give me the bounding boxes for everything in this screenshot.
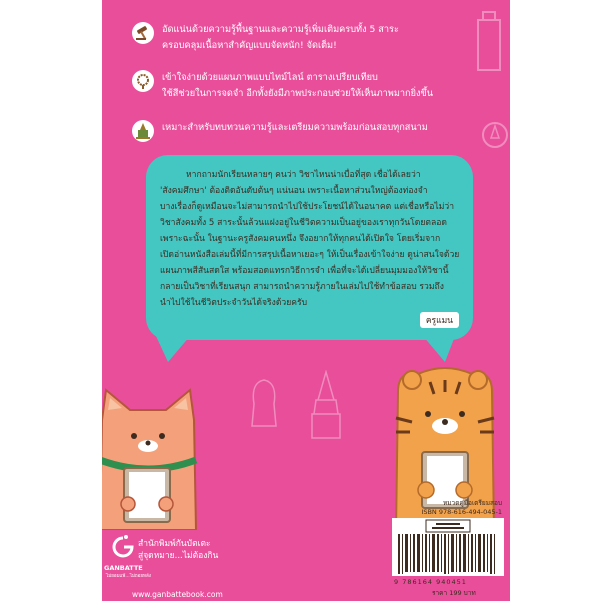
feature-item-2: [132, 70, 502, 102]
bubble-tail-left: [156, 336, 190, 362]
feature-1-line-2: ครอบคลุมเนื้อหาสำคัญแบบจัดหนัก! จัดเต็ม!: [162, 40, 337, 51]
barcode-digits: 9 786164 940451: [394, 578, 467, 586]
isbn-text: ISBN 978-616-494-045-1: [421, 508, 502, 516]
intro-line: แผนภาพสีสันสดใส พร้อมสอดแทรกวิธีการจำ เพื่อที่จะได้เปลี่ยนมุมมองให้วิชานี้: [160, 266, 449, 276]
fox-mascot-illustration: [102, 380, 206, 530]
publisher-footer: [102, 520, 322, 600]
publisher-logo-text: GANBATTE: [104, 564, 143, 572]
intro-line: บางเรื่องก็ดูเหมือนจะไม่สามารถนำไปใช้ประโยชน์ได้ในอนาคต แต่เชื่อหรือไม่ว่า: [160, 202, 455, 212]
feature-item-1: [132, 22, 502, 54]
temple-icon: [132, 120, 154, 142]
intro-line: นำไปใช้ในชีวิตประจำวันได้จริงด้วยครับ: [160, 298, 308, 308]
feature-2-line-1: เข้าใจง่ายด้วยแผนภาพแบบไทม์ไลน์ ตารางเปรียบเทียบ: [162, 72, 378, 83]
intro-line: เพราะฉะนั้น ในฐานะครูสังคมคนหนึ่ง จึงอยากให้ทุกคนได้เปิดใจ โดยเริ่มจาก: [160, 234, 441, 244]
publisher-line-1: สำนักพิมพ์กันบัตเตะ: [138, 539, 211, 549]
author-signature: ครูแมน: [420, 312, 459, 328]
feature-3-line-1: เหมาะสำหรับทบทวนความรู้และเตรียมความพร้อมก่อนสอบทุกสนาม: [162, 122, 428, 133]
intro-speech-bubble: [146, 155, 473, 340]
feature-item-3: [132, 120, 502, 142]
publisher-line-2: สู่จุดหมาย...ไม่ต้องกิน: [138, 551, 219, 561]
publisher-logo-tagline: ไม่ยอมแพ้...ไม่ถอยหลัง: [106, 574, 151, 579]
intro-paragraph: [160, 167, 460, 311]
intro-line: วิชาสังคมทั้ง 5 สาระนั้นล้วนแฝงอยู่ในชีวิตความเป็นอยู่ของเราทุกวันโดยตลอด: [160, 218, 447, 228]
barcode-box: [392, 518, 504, 576]
gavel-icon: [132, 22, 154, 44]
ganbatte-logo-icon: [112, 534, 134, 560]
book-back-cover: [102, 0, 510, 601]
intro-line: เปิดอ่านหนังสือเล่มนี้ที่มีการสรุปเนื้อหาเยอะๆ ให้เป็นเรื่องเข้าใจง่าย ดูน่าสนใจด้วย: [160, 250, 460, 260]
book-price: ราคา 199 บาท: [432, 589, 476, 597]
intro-line: หากถามนักเรียนหลายๆ คนว่า วิชาไหนน่าเบื่อที่สุด เชื่อได้เลยว่า: [186, 170, 421, 180]
pharaoh-decoration: [248, 378, 280, 428]
feature-1-line-1: อัดแน่นด้วยความรู้พื้นฐานและความรู้เพิ่มเติมครบทั้ง 5 สาระ: [162, 24, 399, 35]
bubble-tail-right: [423, 336, 455, 362]
barcode-graphic: [392, 518, 504, 576]
publisher-name: [138, 538, 218, 562]
intro-line: กลายเป็นวิชาที่เรียนสนุก สามารถนำความรู้ภายในเล่มไปใช้ทำข้อสอบ รวมถึง: [160, 282, 444, 292]
feature-2-line-2: ใช้สีช่วยในการจดจำ อีกทั้งยังมีภาพประกอบช่วยให้เห็นภาพมากยิ่งขึ้น: [162, 88, 434, 99]
intro-line: 'สังคมศึกษา' ต้องติดอันดับต้นๆ แน่นอน เพราะเนื้อหาส่วนใหญ่ต้องท่องจำ: [160, 186, 428, 196]
barcode-area: [384, 498, 508, 598]
book-category: หมวดคู่มือเตรียมสอบ: [442, 499, 502, 507]
publisher-website: www.ganbattebook.com: [132, 590, 223, 599]
pagoda-decoration: [306, 370, 346, 440]
prayer-beads-icon: [132, 70, 154, 92]
